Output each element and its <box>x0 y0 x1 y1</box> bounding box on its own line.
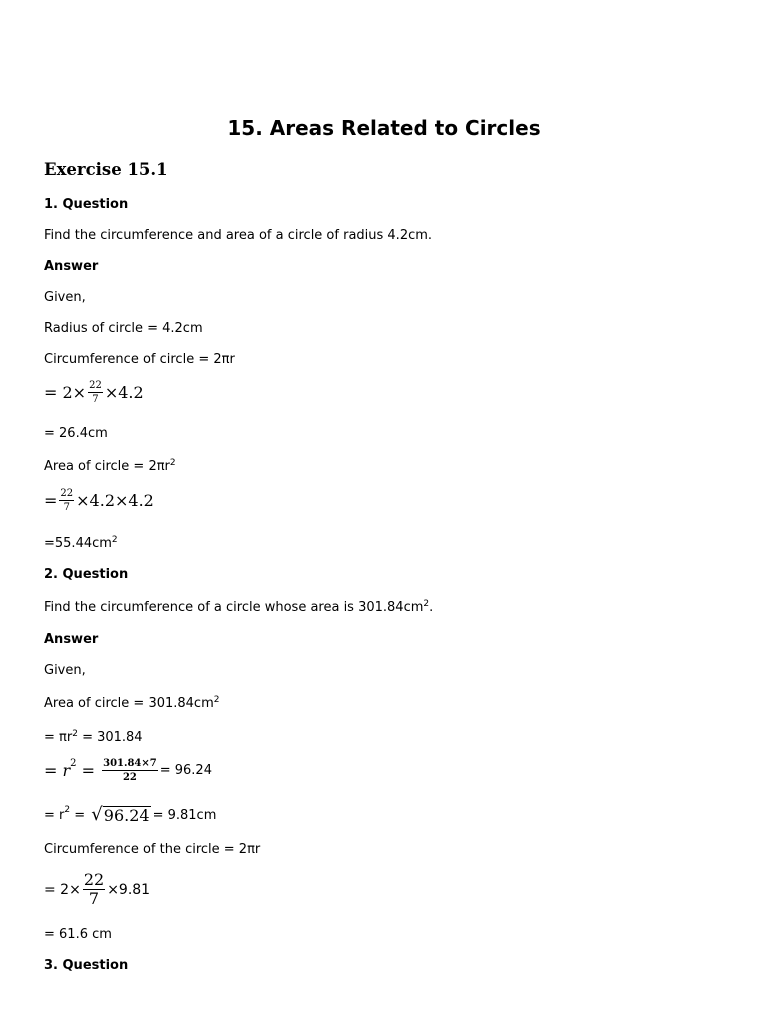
fraction <box>83 872 105 907</box>
question-2-text <box>44 600 433 617</box>
eq-suffix: = 96.24 <box>159 763 212 778</box>
question-2-step-1 <box>44 730 143 747</box>
exercise-heading: Exercise 15.1 <box>44 160 168 179</box>
exponent: 2 <box>169 458 176 468</box>
question-2-heading: 2. Question <box>44 567 129 582</box>
eq-suffix: ×4.2 <box>104 383 144 402</box>
fraction-numerator: 22 <box>83 870 105 889</box>
fraction-denominator: 7 <box>63 502 70 513</box>
exponent: 2 <box>423 599 430 609</box>
question-1-radius: Radius of circle = 4.2cm <box>44 321 203 336</box>
eq-equals: = <box>76 761 101 780</box>
fraction-bar <box>59 500 74 501</box>
question-2-given: Given, <box>44 663 86 678</box>
exponent: 2 <box>111 535 118 545</box>
question-1-area-formula <box>44 459 176 476</box>
eq-suffix: ×4.2×4.2 <box>76 491 154 510</box>
fraction-numerator: 301.84×7 <box>103 758 157 769</box>
question-end: . <box>429 600 434 615</box>
exponent: 2 <box>72 729 78 739</box>
square-root <box>91 806 150 824</box>
question-2-step-2 <box>44 758 212 783</box>
fraction-numerator: 22 <box>60 488 74 499</box>
exponent: 2 <box>213 695 220 705</box>
question-1-answer-label: Answer <box>44 259 99 274</box>
question-2-step-3 <box>44 806 216 824</box>
step-b: = 301.84 <box>77 730 143 745</box>
question-1-heading: 1. Question <box>44 197 129 212</box>
question-2-area <box>44 696 219 713</box>
exponent: 2 <box>70 758 77 769</box>
radical-sign-icon: √ <box>91 804 103 825</box>
question-1-text: Find the circumference and area of a circle of radius 4.2cm. <box>44 228 433 243</box>
variable-r: r <box>62 761 71 780</box>
eq-prefix: = 2× <box>44 383 87 402</box>
eq-suffix: ×9.81 <box>107 881 151 898</box>
fraction <box>88 380 103 405</box>
eq-prefix: = <box>44 761 63 780</box>
eq-prefix: = 2× <box>44 881 81 898</box>
eq-prefix: = <box>44 491 58 510</box>
radicand: 96.24 <box>103 806 150 825</box>
question-1-equation-1 <box>44 380 144 405</box>
fraction-numerator: 22 <box>89 380 102 391</box>
page-title: 15. Areas Related to Circles <box>227 116 541 140</box>
question-text: Find the circumference of a circle whose area is 301.84cm <box>44 600 424 615</box>
eq-suffix: = 9.81cm <box>152 807 217 823</box>
fraction-denominator: 7 <box>92 394 99 405</box>
exponent: 2 <box>64 805 71 815</box>
fraction-denominator: 7 <box>88 889 100 908</box>
question-1-given: Given, <box>44 290 86 305</box>
step-b: = <box>70 807 90 823</box>
step-a: = πr <box>44 730 73 745</box>
fraction-bar <box>102 770 158 771</box>
question-2-circumference-formula: Circumference of the circle = 2πr <box>44 842 261 857</box>
question-1-circumference-formula: Circumference of circle = 2πr <box>44 352 235 367</box>
fraction <box>102 758 158 783</box>
question-1-result-1: = 26.4cm <box>44 426 108 441</box>
fraction-bar <box>88 392 103 393</box>
step-a: = r <box>44 807 65 823</box>
question-2-result: = 61.6 cm <box>44 927 112 942</box>
area-text: Area of circle = 2πr <box>44 459 170 474</box>
question-2-equation-3 <box>44 872 150 907</box>
fraction-denominator: 22 <box>122 772 137 783</box>
question-1-equation-2 <box>44 488 154 513</box>
question-3-heading: 3. Question <box>44 958 129 973</box>
result-text: =55.44cm <box>44 536 112 551</box>
area-text: Area of circle = 301.84cm <box>44 696 214 711</box>
question-1-result-2 <box>44 536 118 553</box>
fraction <box>59 488 74 513</box>
question-2-answer-label: Answer <box>44 632 99 647</box>
